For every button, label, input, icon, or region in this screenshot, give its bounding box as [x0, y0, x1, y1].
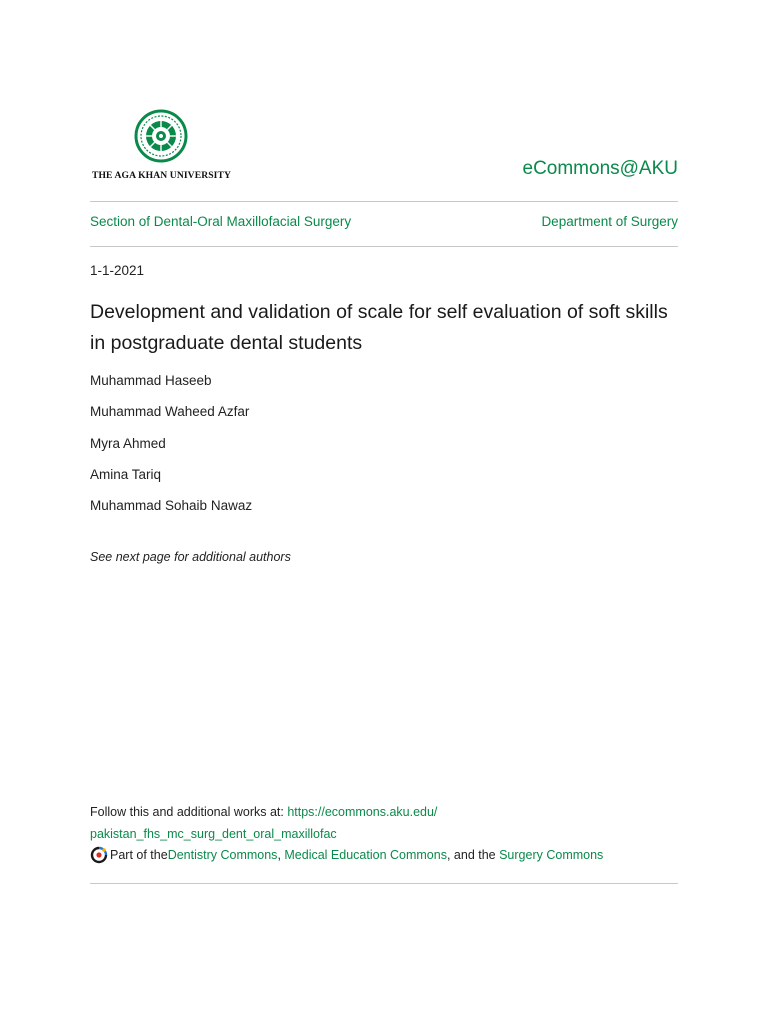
part-of-prefix: Part of the [110, 848, 168, 862]
medical-education-commons-link[interactable]: Medical Education Commons [284, 848, 447, 862]
author-name: Myra Ahmed [90, 435, 166, 451]
aku-seal-icon [134, 108, 188, 164]
author-name: Amina Tariq [90, 466, 162, 482]
university-name: THE AGA KHAN UNIVERSITY [92, 170, 232, 181]
aku-logo[interactable] [90, 108, 232, 186]
author-name: Muhammad Waheed Azfar [90, 404, 250, 420]
collection-link-department-surgery[interactable]: Department of Surgery [541, 214, 678, 229]
separator: , [277, 848, 285, 862]
divider [90, 883, 678, 884]
dentistry-commons-link[interactable]: Dentistry Commons [167, 848, 278, 862]
part-of-statement [90, 846, 603, 864]
separator: , and the [446, 848, 500, 862]
bepress-network-icon [90, 846, 108, 864]
ecommons-home-link[interactable]: eCommons@AKU [522, 158, 678, 179]
author-name: Muhammad Haseeb [90, 373, 212, 388]
additional-authors-note: See next page for additional authors [90, 550, 291, 564]
follow-statement [90, 801, 690, 845]
divider [90, 246, 678, 247]
author-name: Muhammad Sohaib Nawaz [90, 498, 253, 514]
surgery-commons-link[interactable]: Surgery Commons [499, 848, 604, 862]
article-title: Development and validation of scale for self evaluation of soft skills in postgraduate dental students [90, 301, 668, 354]
divider [90, 201, 678, 202]
collection-url-line1: https://ecommons.aku.edu/ [287, 805, 438, 819]
follow-prefix: Follow this and additional works at: [90, 805, 288, 819]
collection-url-line2: pakistan_fhs_mc_surg_dent_oral_maxillofac [90, 827, 337, 841]
publication-date: 1-1-2021 [90, 263, 145, 278]
author-list [90, 373, 252, 529]
collection-link-dental-oral[interactable]: Section of Dental-Oral Maxillofacial Surgery [90, 214, 352, 229]
